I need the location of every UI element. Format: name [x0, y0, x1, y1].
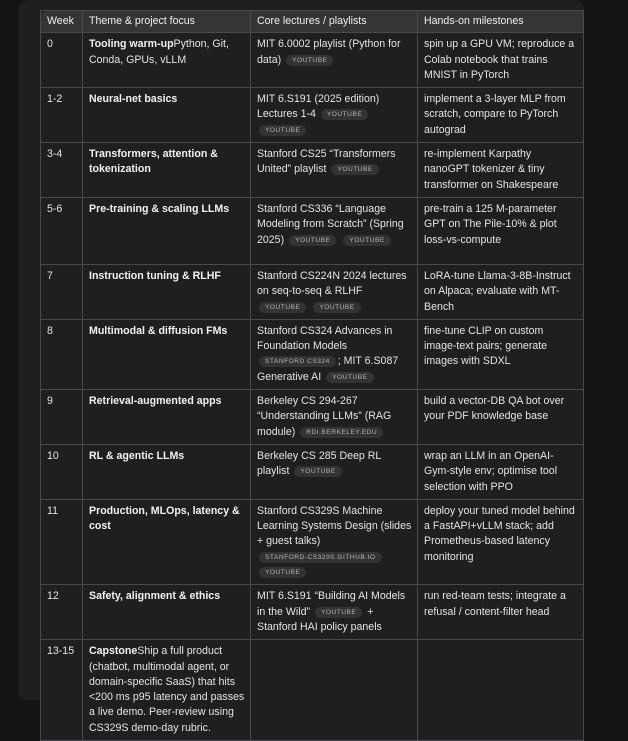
source-chip[interactable]: YOUTUBE: [259, 302, 306, 313]
milestone-cell: build a vector-DB QA bot over your PDF knowledge base: [418, 390, 584, 445]
source-chip[interactable]: YOUTUBE: [294, 466, 341, 477]
lecture-text: Stanford CS25 “Transformers United” playlist: [257, 148, 396, 176]
theme-description: Ship a full product (chatbot, multimodal agent, or domain-specific SaaS) that hits <200 ms p95 latency and passes a live demo. Peer-review using CS329S demo-day rubric.: [89, 645, 245, 734]
theme-cell: [83, 88, 251, 143]
source-chip[interactable]: STANFORD CS324: [259, 356, 336, 367]
source-chip[interactable]: STANFORD-CS329S.GITHUB.IO: [259, 552, 382, 563]
lectures-cell: [251, 585, 418, 640]
lectures-cell: [251, 499, 418, 584]
week-cell: 5-6: [41, 197, 83, 264]
source-chip[interactable]: RDI.BERKELEY.EDU: [300, 427, 383, 438]
theme-title: Instruction tuning & RLHF: [89, 269, 221, 282]
theme-title: Retrieval-augmented apps: [89, 395, 222, 408]
theme-cell: [83, 197, 251, 264]
source-chip[interactable]: YOUTUBE: [331, 164, 378, 175]
theme-title: Capstone: [89, 645, 138, 658]
lectures-cell: [251, 640, 418, 741]
table-row: [41, 33, 584, 88]
lecture-text: Stanford CS336 “Language Modeling from Scratch” (Spring 2025): [257, 202, 404, 246]
lectures-cell: [251, 197, 418, 264]
milestone-cell: LoRA-tune Llama-3-8B-Instruct on Alpaca; evaluate with MT-Bench: [418, 264, 584, 319]
theme-cell: [83, 585, 251, 640]
theme-title: Safety, alignment & ethics: [89, 590, 221, 603]
theme-cell: [83, 640, 251, 741]
milestone-cell: pre-train a 125 M-parameter GPT on The Pile-10% & plot loss-vs-compute: [418, 197, 584, 264]
table-row: [41, 88, 584, 143]
lecture-text: MIT 6.S191 “Building AI Models in the Wild”: [257, 590, 406, 618]
milestone-cell: [418, 640, 584, 741]
header-lectures: Core lectures / playlists: [251, 11, 418, 33]
milestone-cell: deploy your tuned model behind a FastAPI+vLLM stack; add Prometheus-based latency monitoring: [418, 499, 584, 584]
table-row: [41, 499, 584, 584]
lecture-text: Berkeley CS 294-267 “Understanding LLMs” (RAG module): [257, 395, 392, 438]
table-header-row: [41, 11, 584, 33]
lectures-cell: [251, 88, 418, 143]
table-row: [41, 444, 584, 499]
source-chip[interactable]: YOUTUBE: [259, 125, 306, 136]
theme-title: Tooling warm-up: [89, 38, 174, 51]
source-chip[interactable]: YOUTUBE: [326, 372, 373, 383]
table-row: [41, 197, 584, 264]
theme-cell: [83, 264, 251, 319]
table-row: [41, 640, 584, 741]
table-row: [41, 319, 584, 389]
lecture-text-2: + Stanford HAI policy panels: [257, 605, 382, 633]
theme-title: Neural-net basics: [89, 93, 178, 106]
source-chip[interactable]: YOUTUBE: [286, 55, 333, 66]
source-chip[interactable]: YOUTUBE: [289, 235, 336, 246]
theme-cell: [83, 143, 251, 198]
lecture-text: Stanford CS324 Advances in Foundation Models: [257, 324, 393, 353]
theme-cell: [83, 390, 251, 445]
week-cell: 12: [41, 585, 83, 640]
theme-cell: [83, 33, 251, 88]
week-cell: 7: [41, 264, 83, 319]
theme-cell: [83, 499, 251, 584]
theme-description: Python, Git, Conda, GPUs, vLLM: [89, 38, 229, 66]
milestone-cell: wrap an LLM in an OpenAI-Gym-style env; optimise tool selection with PPO: [418, 444, 584, 499]
header-week: Week: [41, 11, 83, 33]
week-cell: 10: [41, 444, 83, 499]
theme-title: RL & agentic LLMs: [89, 449, 185, 462]
week-cell: 3-4: [41, 143, 83, 198]
lectures-cell: [251, 264, 418, 319]
lectures-cell: [251, 319, 418, 389]
week-cell: 11: [41, 499, 83, 584]
header-theme: Theme & project focus: [83, 11, 251, 33]
week-cell: 0: [41, 33, 83, 88]
source-chip[interactable]: YOUTUBE: [321, 109, 368, 120]
milestone-cell: re-implement Karpathy nanoGPT tokenizer & tiny transformer on Shakespeare: [418, 143, 584, 198]
table-row: [41, 264, 584, 319]
lecture-text-2: ; MIT 6.S087 Generative AI: [257, 355, 399, 383]
week-cell: 13-15: [41, 640, 83, 741]
milestone-cell: fine-tune CLIP on custom image-text pairs; generate images with SDXL: [418, 319, 584, 389]
theme-cell: [83, 319, 251, 389]
header-milestones: Hands-on milestones: [418, 11, 584, 33]
theme-title: Pre-training & scaling LLMs: [89, 202, 230, 215]
source-chip[interactable]: YOUTUBE: [343, 235, 390, 246]
theme-title: Multimodal & diffusion FMs: [89, 324, 228, 337]
source-chip[interactable]: YOUTUBE: [259, 567, 306, 578]
milestone-cell: run red-team tests; integrate a refusal / content-filter head: [418, 585, 584, 640]
lecture-text: Stanford CS329S Machine Learning Systems Design (slides + guest talks): [257, 504, 412, 548]
week-cell: 9: [41, 390, 83, 445]
week-cell: 1-2: [41, 88, 83, 143]
lecture-text: MIT 6.0002 playlist (Python for data): [257, 38, 401, 66]
lecture-text: Stanford CS224N 2024 lectures on seq-to-seq & RLHF: [257, 269, 407, 298]
theme-title: Production, MLOps, latency & cost: [89, 504, 240, 533]
lecture-text: Berkeley CS 285 Deep RL playlist: [257, 449, 381, 478]
table-row: [41, 143, 584, 198]
lectures-cell: [251, 444, 418, 499]
lectures-cell: [251, 33, 418, 88]
source-chip[interactable]: YOUTUBE: [315, 607, 362, 618]
table-row: [41, 390, 584, 445]
curriculum-table: [40, 10, 584, 741]
source-chip[interactable]: YOUTUBE: [313, 302, 360, 313]
lectures-cell: [251, 143, 418, 198]
theme-title: Transformers, attention & tokenization: [89, 148, 218, 176]
lectures-cell: [251, 390, 418, 445]
lecture-text: MIT 6.S191 (2025 edition) Lectures 1-4: [257, 93, 380, 121]
theme-cell: [83, 444, 251, 499]
milestone-cell: implement a 3-layer MLP from scratch, compare to PyTorch autograd: [418, 88, 584, 143]
week-cell: 8: [41, 319, 83, 389]
milestone-cell: spin up a GPU VM; reproduce a Colab notebook that trains MNIST in PyTorch: [418, 33, 584, 88]
table-row: [41, 585, 584, 640]
